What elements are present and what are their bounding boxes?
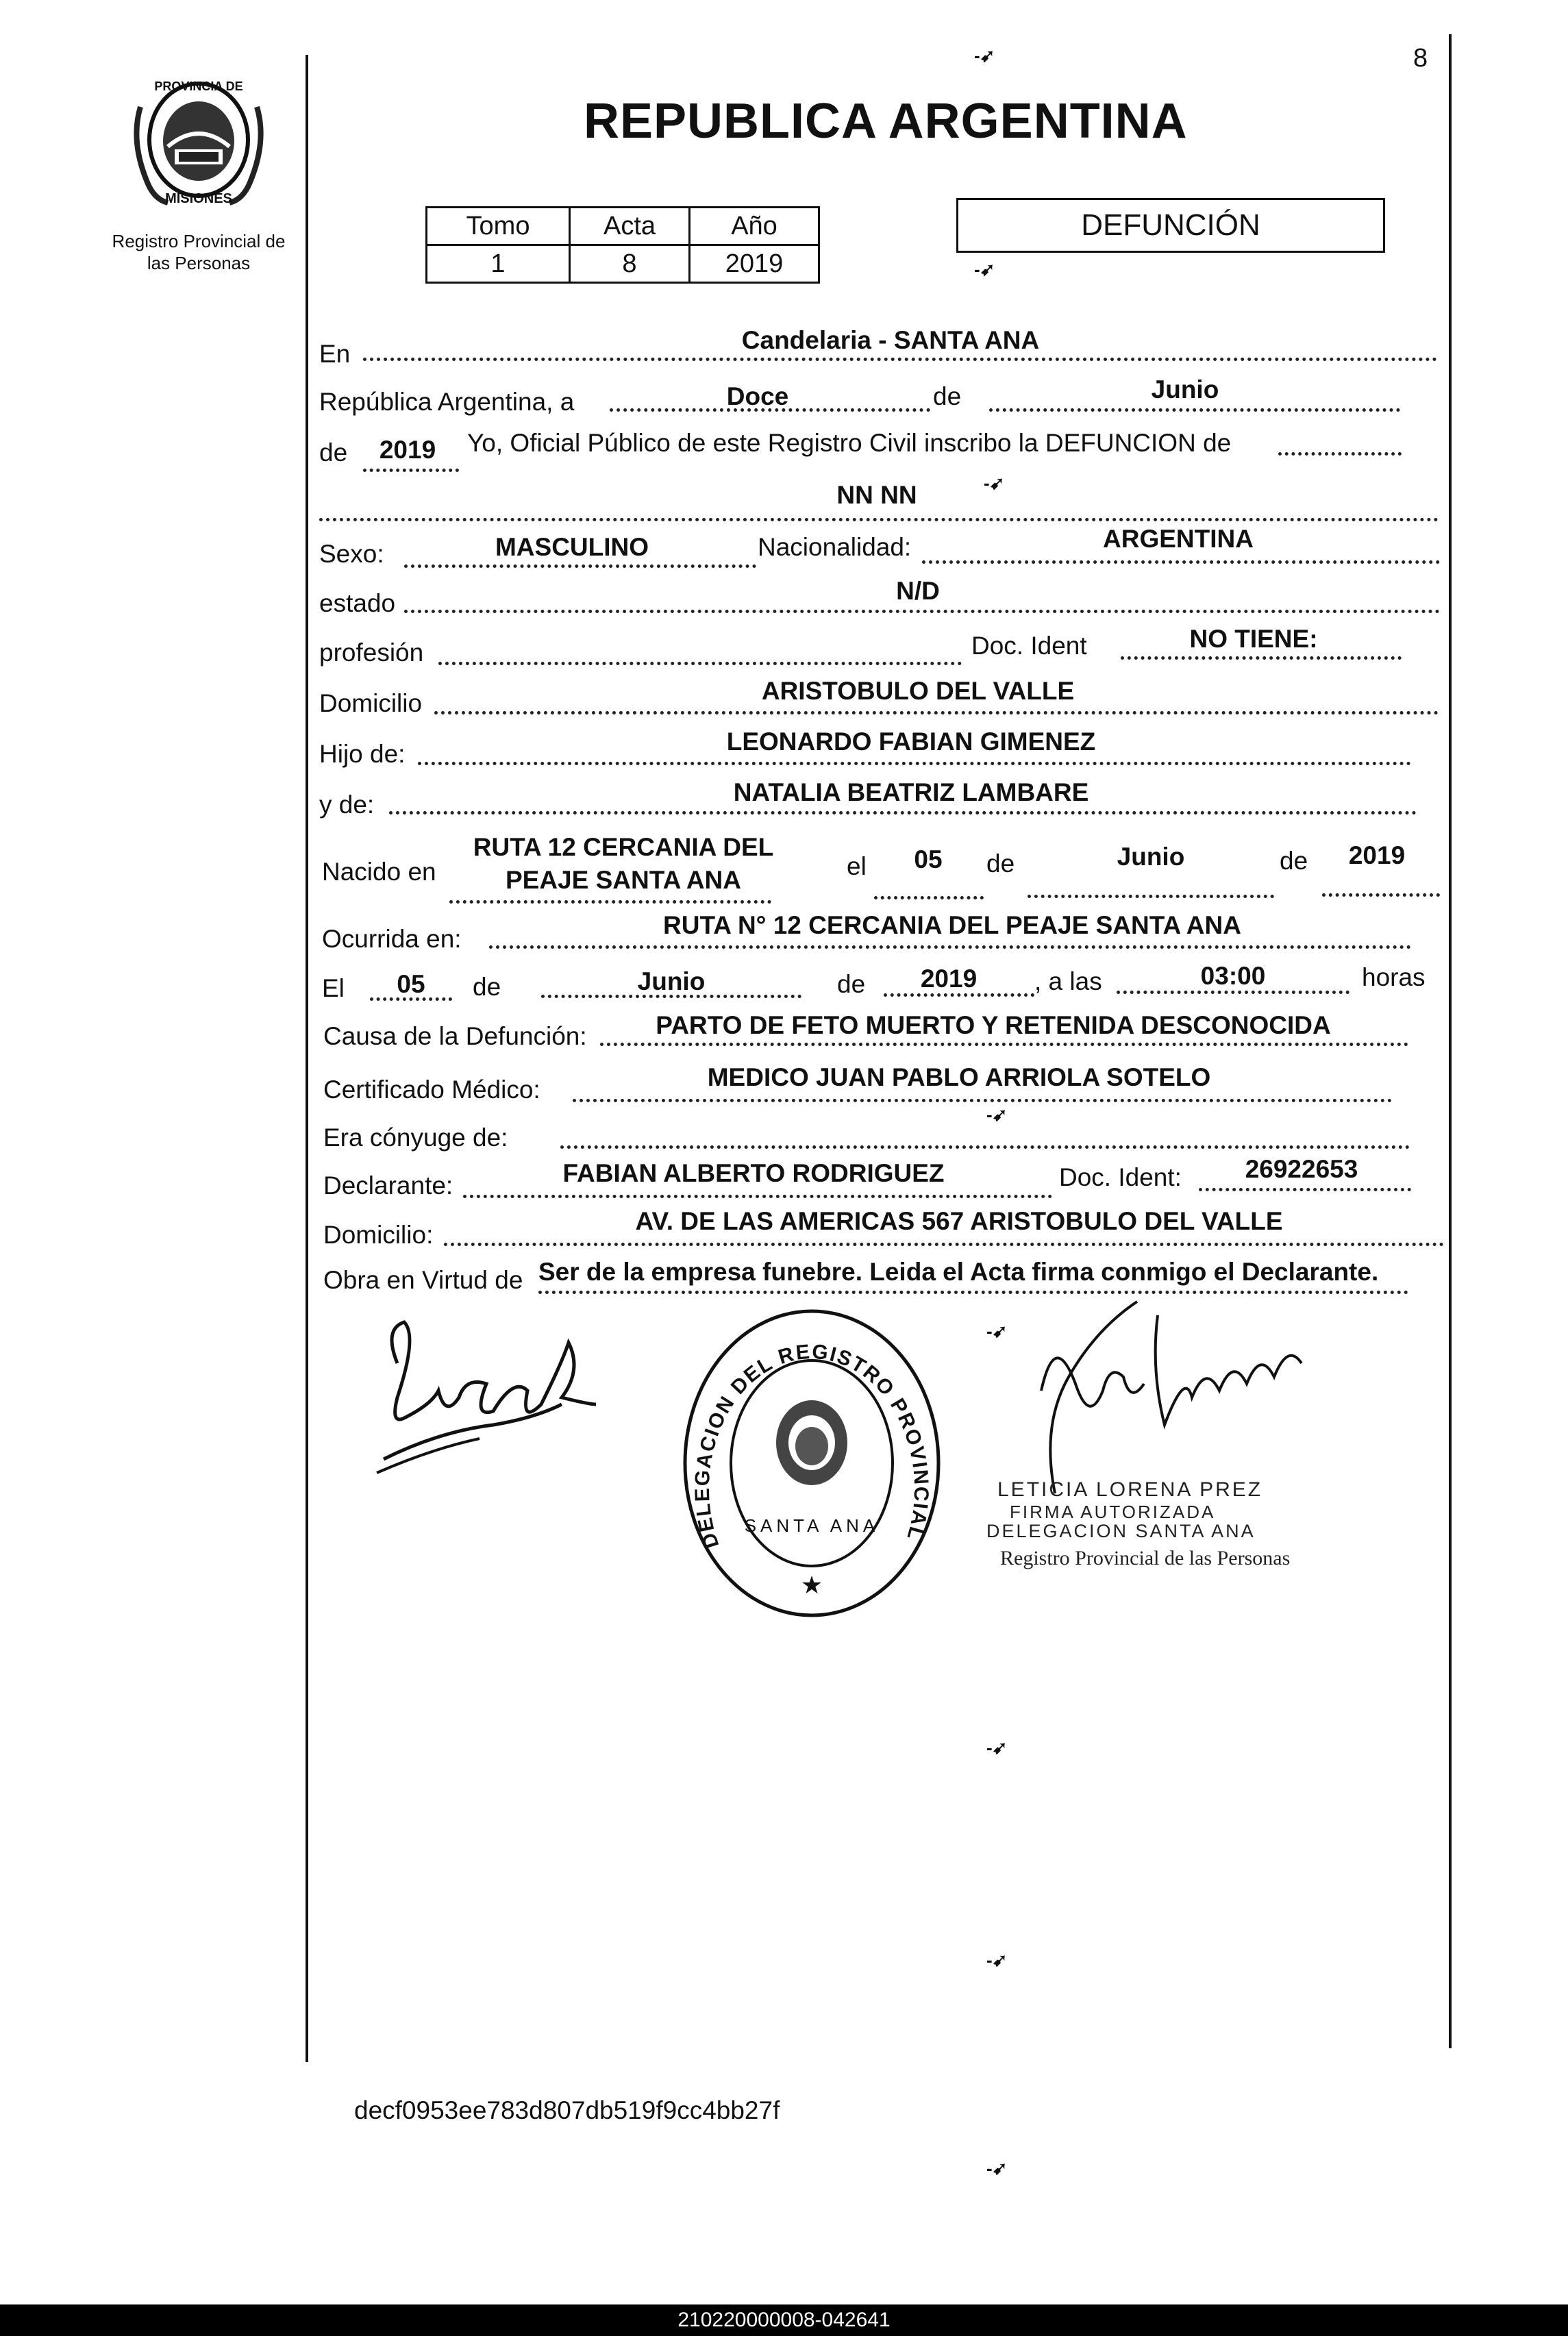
deceased-name-value: NN NN: [836, 481, 917, 509]
de-label: de: [933, 382, 962, 410]
scan-mark: -➹: [986, 1104, 1008, 1125]
acta-value: 8: [570, 245, 690, 283]
death-place-value: RUTA N° 12 CERCANIA DEL PEAJE SANTA ANA: [663, 911, 1241, 939]
place-value: Candelaria - SANTA ANA: [741, 326, 1040, 354]
birth-month-value: Junio: [1117, 843, 1185, 871]
document-hash: decf0953ee783d807db519f9cc4bb27f: [354, 2096, 780, 2124]
page-number: 8: [1413, 44, 1428, 73]
de2-label: de: [319, 438, 348, 467]
death-day-dotted-line: [370, 997, 452, 1001]
official-name: LETICIA LORENA PREZ: [997, 1478, 1263, 1501]
svg-text:DELEGACION DEL REGISTRO PROVIN: DELEGACION DEL REGISTRO PROVINCIAL: [690, 1340, 933, 1552]
nacionalidad-label: Nacionalidad:: [758, 533, 912, 561]
scan-mark: -➹: [986, 1737, 1008, 1758]
official-signature: [1028, 1288, 1322, 1507]
birth-day-dotted-line: [874, 896, 984, 899]
inscribo-text: Yo, Oficial Público de este Registro Civil inscribo la DEFUNCION de: [467, 429, 1232, 457]
delegation-stamp: [678, 1306, 945, 1621]
profesion-label: profesión: [319, 638, 424, 667]
father-value: LEONARDO FABIAN GIMENEZ: [726, 728, 1096, 756]
scan-mark: -➹: [986, 2158, 1008, 2178]
acta-header: Acta: [570, 208, 690, 245]
certificado-value: MEDICO JUAN PABLO ARRIOLA SOTELO: [707, 1063, 1211, 1091]
month-dotted-line: [989, 408, 1400, 412]
death-year-dotted-line: [884, 993, 1034, 997]
anio-header: Año: [690, 208, 819, 245]
doc-ident2-value: 26922653: [1245, 1155, 1358, 1183]
de5-label: de: [473, 973, 501, 1001]
declarant-signature: [356, 1315, 603, 1493]
hijo-de-label: Hijo de:: [319, 740, 406, 768]
de6-label: de: [837, 970, 866, 998]
y-de-dotted-line: [389, 811, 1417, 815]
scan-mark: -➹: [974, 45, 995, 66]
domicilio-dotted-line: [434, 711, 1439, 715]
misiones-seal-logo: [127, 66, 271, 213]
declarante-dotted-line: [463, 1195, 1052, 1198]
domicilio2-label: Domicilio:: [323, 1221, 434, 1249]
svg-text:★: ★: [800, 1571, 823, 1600]
mother-value: NATALIA BEATRIZ LAMBARE: [733, 778, 1089, 806]
death-year-value: 2019: [920, 965, 978, 993]
conyuge-dotted-line: [560, 1145, 1410, 1149]
birth-place-value-line2: PEAJE SANTA ANA: [505, 866, 741, 894]
de3-label: de: [986, 849, 1015, 878]
obra-label: Obra en Virtud de: [323, 1266, 523, 1294]
inscribo-dotted-line: [1278, 452, 1402, 456]
document-title: REPUBLICA ARGENTINA: [584, 94, 1188, 149]
death-time-value: 03:00: [1200, 962, 1266, 990]
birth-year-value: 2019: [1348, 841, 1406, 869]
a-las-label: , a las: [1034, 967, 1102, 995]
y-de-label: y de:: [319, 791, 375, 819]
barcode-id-bar: 210220000008-042641: [0, 2304, 1568, 2336]
name-dotted-line: [319, 518, 1439, 521]
death-day-value: 05: [397, 970, 425, 998]
en-dotted-line: [363, 358, 1437, 361]
profesion-dotted-line: [438, 662, 962, 665]
conyuge-label: Era cónyuge de:: [323, 1123, 508, 1152]
causa-label: Causa de la Defunción:: [323, 1022, 587, 1050]
sexo-value: MASCULINO: [495, 533, 649, 561]
left-margin-line: [306, 55, 308, 2062]
birth-place-value-line1: RUTA 12 CERCANIA DEL: [473, 833, 774, 861]
birth-place-dotted-line: [449, 900, 771, 904]
el-label: el: [847, 852, 867, 880]
scan-mark: -➹: [984, 473, 1005, 493]
record-number-table: [425, 206, 820, 284]
record-type-box: DEFUNCIÓN: [956, 198, 1385, 253]
ocurrida-dotted-line: [489, 945, 1411, 949]
nacionalidad-dotted-line: [922, 560, 1440, 564]
registry-caption: Registro Provincial de las Personas: [112, 231, 286, 273]
tomo-value: 1: [427, 245, 570, 283]
nacido-en-label: Nacido en: [322, 858, 436, 886]
doc-ident-dotted-line: [1121, 656, 1402, 660]
death-time-dotted-line: [1117, 991, 1349, 994]
domicilio2-dotted-line: [444, 1243, 1444, 1246]
official-title: FIRMA AUTORIZADA: [1010, 1502, 1216, 1522]
scan-mark: -➹: [986, 1321, 1008, 1341]
domicilio2-value: AV. DE LAS AMERICAS 567 ARISTOBULO DEL VALLE: [635, 1207, 1283, 1235]
official-registry: Registro Provincial de las Personas: [1000, 1547, 1291, 1569]
hijo-de-dotted-line: [418, 762, 1411, 765]
year-dotted-line: [363, 469, 459, 472]
anio-value: 2019: [690, 245, 819, 283]
svg-text:MISIONES: MISIONES: [165, 191, 232, 206]
causa-dotted-line: [600, 1043, 1408, 1046]
doc-ident-value: NO TIENE:: [1189, 625, 1318, 653]
estado-label: estado: [319, 589, 396, 617]
sexo-dotted-line: [404, 564, 756, 568]
birth-year-dotted-line: [1322, 893, 1440, 897]
declarante-label: Declarante:: [323, 1171, 453, 1200]
birth-month-dotted-line: [1028, 895, 1274, 898]
estado-value: N/D: [896, 577, 940, 605]
nacionalidad-value: ARGENTINA: [1103, 525, 1254, 553]
estado-dotted-line: [404, 610, 1440, 613]
horas-label: horas: [1362, 963, 1426, 991]
svg-text:SANTA ANA: SANTA ANA: [744, 1515, 880, 1536]
doc-ident2-dotted-line: [1199, 1188, 1411, 1191]
year-value: 2019: [379, 436, 436, 464]
death-month-value: Junio: [637, 967, 706, 995]
death-month-dotted-line: [541, 995, 801, 998]
declarante-value: FABIAN ALBERTO RODRIGUEZ: [562, 1159, 945, 1187]
month-value: Junio: [1151, 375, 1219, 403]
certificado-dotted-line: [573, 1099, 1392, 1102]
republica-label: República Argentina, a: [319, 388, 575, 416]
tomo-header: Tomo: [427, 208, 570, 245]
scan-mark: -➹: [974, 259, 995, 279]
doc-ident-label: Doc. Ident: [971, 632, 1087, 660]
certificado-label: Certificado Médico:: [323, 1076, 540, 1104]
right-margin-line: [1449, 34, 1452, 2048]
ocurrida-en-label: Ocurrida en:: [322, 925, 462, 953]
el2-label: El: [322, 974, 345, 1002]
svg-text:PROVINCIA DE: PROVINCIA DE: [154, 79, 243, 93]
de4-label: de: [1280, 847, 1308, 875]
scan-mark: -➹: [986, 1950, 1008, 1970]
domicilio-label: Domicilio: [319, 689, 423, 717]
en-label: En: [319, 340, 351, 368]
day-value: Doce: [726, 382, 789, 410]
obra-value: Ser de la empresa funebre. Leida el Acta firma conmigo el Declarante.: [538, 1258, 1379, 1286]
birth-day-value: 05: [914, 845, 943, 873]
doc-ident2-label: Doc. Ident:: [1059, 1163, 1182, 1191]
sexo-label: Sexo:: [319, 540, 384, 568]
causa-value: PARTO DE FETO MUERTO Y RETENIDA DESCONOCIDA: [656, 1011, 1331, 1039]
official-delegation: DELEGACION SANTA ANA: [986, 1521, 1256, 1541]
domicilio-value: ARISTOBULO DEL VALLE: [761, 677, 1075, 705]
